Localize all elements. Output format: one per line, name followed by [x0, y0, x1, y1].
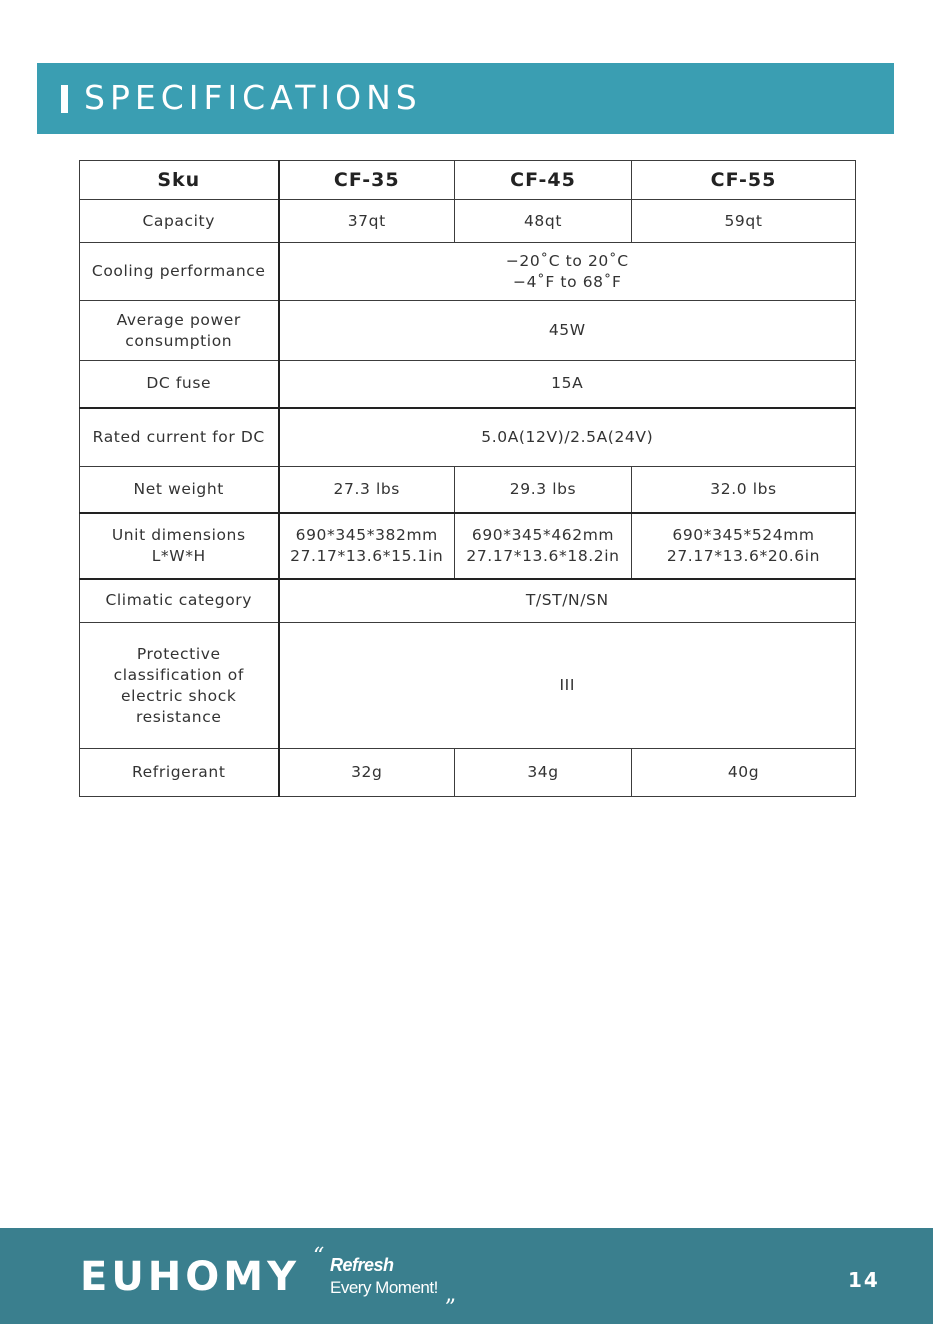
power-label-line1: Average power [116, 310, 241, 329]
row-label-refrigerant: Refrigerant [80, 749, 279, 797]
column-header-cf55: CF-55 [632, 161, 856, 200]
slogan-open-quote: “ [313, 1244, 325, 1269]
row-label-power [80, 301, 279, 361]
cell-capacity-cf55: 59qt [632, 200, 856, 243]
cell-capacity-cf45: 48qt [455, 200, 632, 243]
dimensions-label-line1: Unit dimensions [111, 525, 246, 544]
table-row-fuse [80, 361, 856, 408]
cell-power-value: 45W [279, 301, 856, 361]
dimensions-mm: 690*345*524mm [672, 525, 815, 544]
cell-weight-cf55: 32.0 lbs [632, 467, 856, 513]
section-header [37, 63, 894, 134]
protective-label-line4: resistance [136, 707, 222, 726]
header-accent-bar [61, 85, 68, 113]
row-label-cooling: Cooling performance [80, 243, 279, 301]
row-label-weight: Net weight [80, 467, 279, 513]
cell-weight-cf35: 27.3 lbs [279, 467, 455, 513]
cell-dimensions-cf55 [632, 513, 856, 579]
table-row-capacity [80, 200, 856, 243]
cell-dimensions-cf35 [279, 513, 455, 579]
page-footer [0, 1228, 933, 1324]
protective-label-line2: classification of [113, 665, 244, 684]
column-header-sku: Sku [80, 161, 279, 200]
cell-current-value: 5.0A(12V)/2.5A(24V) [279, 408, 856, 467]
row-label-fuse: DC fuse [80, 361, 279, 408]
column-header-cf35: CF-35 [279, 161, 455, 200]
cell-fuse-value: 15A [279, 361, 856, 408]
cell-protective-value: III [279, 623, 856, 749]
table-row-climatic [80, 579, 856, 623]
page-title: SPECIFICATIONS [84, 78, 422, 117]
slogan-close-quote: „ [445, 1282, 457, 1307]
dimensions-mm: 690*345*382mm [295, 525, 438, 544]
cell-cooling-value [279, 243, 856, 301]
cooling-celsius: −20˚C to 20˚C [505, 251, 629, 270]
row-label-protective [80, 623, 279, 749]
brand-logo: EUHOMY [80, 1254, 301, 1300]
page-number: 14 [848, 1268, 880, 1292]
table-row-current [80, 408, 856, 467]
specifications-table [79, 160, 856, 797]
column-header-cf45: CF-45 [455, 161, 632, 200]
dimensions-in: 27.17*13.6*15.1in [290, 546, 444, 565]
slogan-line2: Every Moment! [330, 1278, 438, 1297]
table-row-dimensions [80, 513, 856, 579]
table-row-weight [80, 467, 856, 513]
row-label-climatic: Climatic category [80, 579, 279, 623]
cooling-fahrenheit: −4˚F to 68˚F [512, 272, 622, 291]
row-label-dimensions [80, 513, 279, 579]
dimensions-in: 27.17*13.6*18.2in [466, 546, 620, 565]
table-header-row [80, 161, 856, 200]
table-row-power [80, 301, 856, 361]
table-row-cooling [80, 243, 856, 301]
row-label-capacity: Capacity [80, 200, 279, 243]
protective-label-line1: Protective [136, 644, 221, 663]
cell-refrigerant-cf35: 32g [279, 749, 455, 797]
power-label-line2: consumption [125, 331, 233, 350]
slogan-line1: Refresh [330, 1255, 394, 1275]
dimensions-mm: 690*345*462mm [471, 525, 615, 544]
cell-climatic-value: T/ST/N/SN [279, 579, 856, 623]
cell-refrigerant-cf45: 34g [455, 749, 632, 797]
table-row-refrigerant [80, 749, 856, 797]
cell-dimensions-cf45 [455, 513, 632, 579]
dimensions-label-line2: L*W*H [151, 546, 206, 565]
cell-capacity-cf35: 37qt [279, 200, 455, 243]
row-label-current: Rated current for DC [80, 408, 279, 467]
table-row-protective [80, 623, 856, 749]
cell-weight-cf45: 29.3 lbs [455, 467, 632, 513]
dimensions-in: 27.17*13.6*20.6in [666, 546, 821, 565]
cell-refrigerant-cf55: 40g [632, 749, 856, 797]
protective-label-line3: electric shock [121, 686, 237, 705]
